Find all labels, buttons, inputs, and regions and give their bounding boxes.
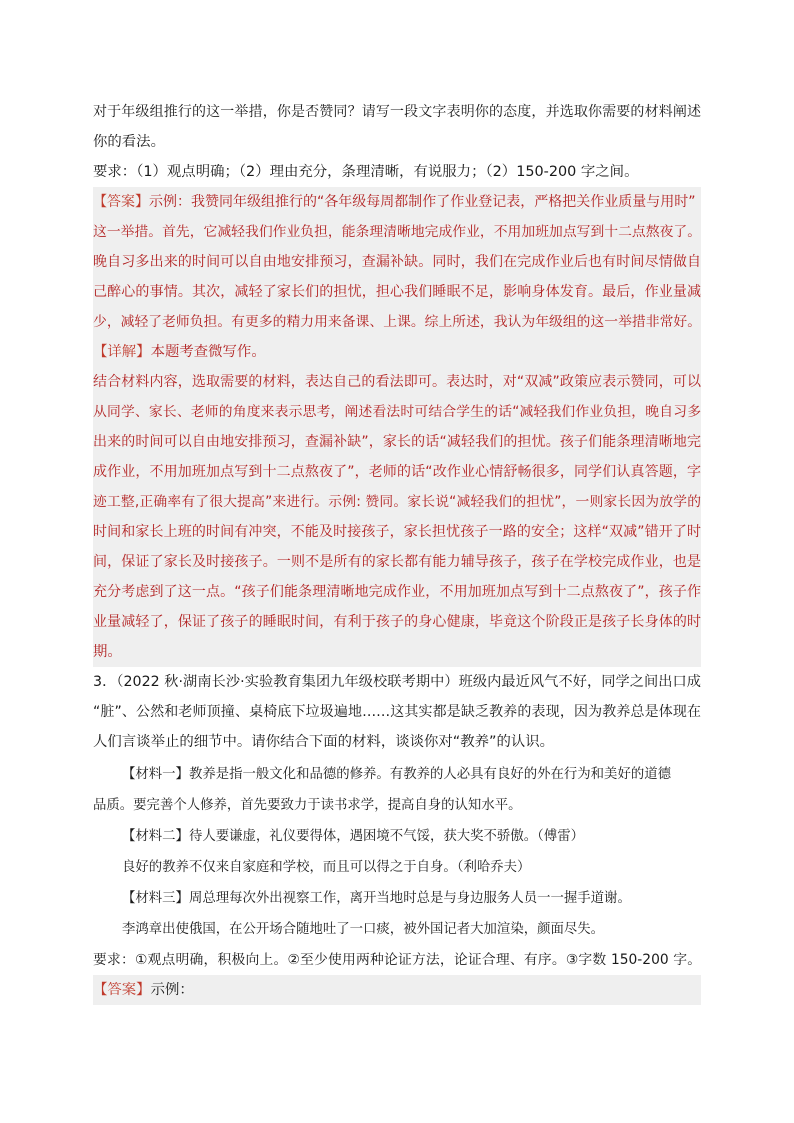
intro-line: 对于年级组推行的这一举措，你是否赞同？请写一段文字表明你的态度，并选取你需要的材料阐述 <box>93 104 701 120</box>
detail-first-line <box>93 337 701 367</box>
material-line: 品质。要完善个人修养，首先要致力于读书求学，提高自身的认知水平。 <box>93 798 522 813</box>
detail-line: 成作业，不用加班加点写到十二点熬夜了”，老师的话“改作业心情舒畅很多，同学们认真答题，字 <box>93 464 701 480</box>
material-line: 【材料二】待人要谦虚，礼仪要得体，遇困境不气馁，获大奖不骄傲。（傅雷） <box>122 829 584 844</box>
question-3-line: 人们言谈举止的细节中。请你结合下面的材料，谈谈你对“教养”的认识。 <box>93 734 555 750</box>
intro-line: 你的看法。 <box>93 134 165 150</box>
answer-text: 示例：我赞同年级组推行的“各年级每周都制作了作业登记表，严格把关作业质量与用时” <box>149 194 696 210</box>
question-3-line: “脏”、公然和老师顶撞、桌椅底下垃圾遍地……这其实都是缺乏教养的表现，因为教养总是体现在 <box>93 704 701 720</box>
answer-2-text: 示例： <box>150 982 194 998</box>
material-line: 良好的教养不仅来自家庭和学校，而且可以得之于自身。（利哈乔夫） <box>122 860 531 875</box>
answer-line: 这一举措。首先，它减轻我们作业负担，能条理清晰地完成作业，不用加班加点写到十二点熬夜了。 <box>93 224 701 240</box>
answer-line: 少，减轻了老师负担。有更多的精力用来备课、上课。综上所述，我认为年级组的这一举措非常好。 <box>93 314 701 330</box>
answer-tag: 【答案】 <box>93 194 149 210</box>
intro-requirement: 要求：（1）观点明确；（2）理由充分，条理清晰，有说服力；（2）150-200 字之间。 <box>93 164 639 180</box>
answer-2-tag: 【答案】 <box>93 982 151 998</box>
detail-line: 迹工整,正确率有了很大提高”来进行。示例: 赞同。家长说“减轻我们的担忧”，一则家长因为放学的 <box>93 494 701 510</box>
answer-line: 己醉心的事情。其次，减轻了家长们的担忧，担心我们睡眠不足，影响身体发育。最后，作业量减 <box>93 284 701 300</box>
detail-line: 出来的时间可以自由地安排预习，查漏补缺”，家长的话“减轻我们的担忧。孩子们能条理清晰地完 <box>93 434 701 450</box>
detail-line: 间，保证了家长及时接孩子。一则不是所有的家长都有能力辅导孩子，孩子在学校完成作业，也是 <box>93 554 701 570</box>
detail-line: 从同学、家长、老师的角度来表示思考，阐述看法时可结合学生的话“减轻我们作业负担，晚自习多 <box>93 404 701 420</box>
question-3-line: 3．（2022 秋·湖南长沙·实验教育集团九年级校联考期中）班级内最近风气不好，同学之间出口成 <box>93 674 701 690</box>
detail-line: 结合材料内容，选取需要的材料，表达自己的看法即可。表达时，对“双减”政策应表示赞同，可以 <box>93 374 701 390</box>
document-content <box>93 97 701 1005</box>
question-3-requirement: 要求：①观点明确，积极向上。②至少使用两种论证方法，论证合理、有序。③字数 150-200 字。 <box>93 952 701 968</box>
answer-first-line <box>93 187 701 217</box>
detail-line: 充分考虑到了这一点。“孩子们能条理清晰地完成作业，不用加班加点写到十二点熬夜了”，孩子作 <box>93 584 701 600</box>
detail-tag: 【详解】 <box>93 344 151 360</box>
detail-line: 时间和家长上班的时间有冲突，不能及时接孩子，家长担忧孩子一路的安全；这样“双减”错开了时 <box>93 524 701 540</box>
detail-line: 业量减轻了，保证了孩子的睡眠时间，有利于孩子的身心健康，毕竟这个阶段正是孩子长身体的时 <box>93 614 701 630</box>
material-line: 李鸿章出使俄国，在公开场合随地吐了一口痰，被外国记者大加渲染，颜面尽失。 <box>122 922 605 937</box>
material-line: 【材料三】周总理每次外出视察工作，离开当地时总是与身边服务人员一一握手道谢。 <box>122 891 631 906</box>
answer-block-2 <box>93 975 701 1005</box>
material-line: 【材料一】教养是指一般文化和品德的修养。有教养的人必具有良好的外在行为和美好的道德 <box>122 767 672 782</box>
detail-text: 本题考查微写作。 <box>150 344 266 360</box>
answer-line: 晚自习多出来的时间可以自由地安排预习，查漏补缺。同时，我们在完成作业后也有时间尽情做自 <box>93 254 701 270</box>
answer-2-line <box>93 975 701 1005</box>
answer-block <box>93 187 701 667</box>
detail-line: 期。 <box>93 644 122 660</box>
